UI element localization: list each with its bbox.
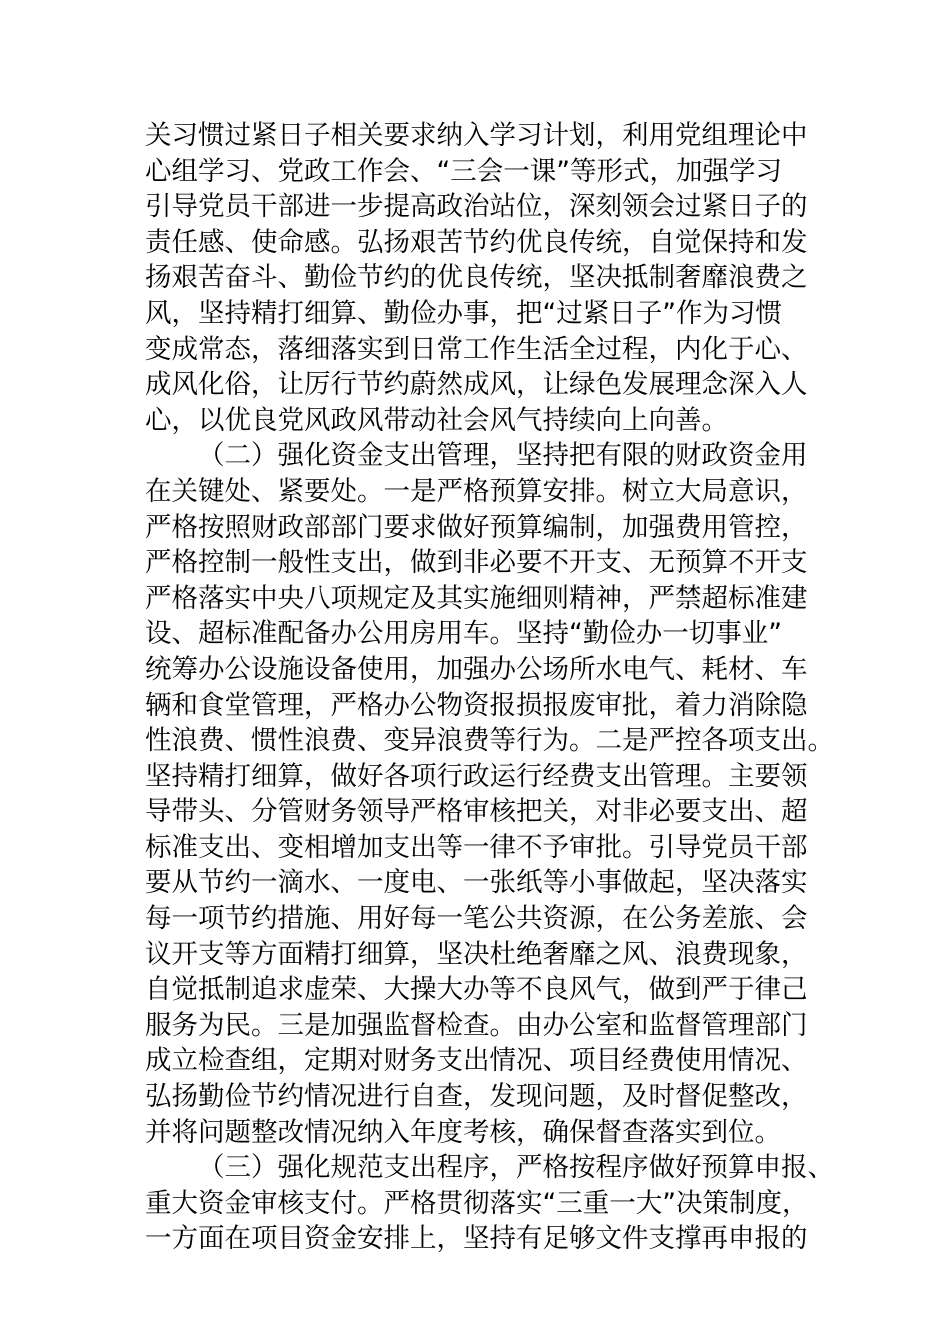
text-line: 辆和食堂管理，严格办公物资报损报废审批，着力消除隐 [145,689,808,721]
paragraph-first-line: （二）强化资金支出管理，坚持把有限的财政资金用 [198,440,808,472]
text-line: 责任感、使命感。弘扬艰苦节约优良传统，自觉保持和发 [145,226,808,258]
text-line: 弘扬勤俭节约情况进行自查，发现问题，及时督促整改， [145,1081,808,1113]
text-line: 性浪费、惯性浪费、变异浪费等行为。二是严控各项支出。 [145,725,834,757]
text-line: 成立检查组，定期对财务支出情况、项目经费使用情况、 [145,1045,808,1077]
text-line: 严格按照财政部部门要求做好预算编制，加强费用管控， [145,511,808,543]
text-line: 严格落实中央八项规定及其实施细则精神，严禁超标准建 [145,582,808,614]
text-line: 坚持精打细算，做好各项行政运行经费支出管理。主要领 [145,760,808,792]
text-line: 服务为民。三是加强监督检查。由办公室和监督管理部门 [145,1009,808,1041]
text-line: 风，坚持精打细算、勤俭办事，把“过紧日子”作为习惯 [145,297,782,329]
text-line: 议开支等方面精打细算，坚决杜绝奢靡之风、浪费现象， [145,938,808,970]
text-line: 关习惯过紧日子相关要求纳入学习计划，利用党组理论中 [145,120,808,151]
document-body [145,118,835,1257]
text-line: 变成常态，落细落实到日常工作生活全过程，内化于心、 [145,333,808,365]
text-line: 自觉抵制追求虚荣、大操大办等不良风气，做到严于律己 [145,974,808,1006]
text-line: 心组学习、党政工作会、“三会一课”等形式，加强学习 [145,155,782,187]
text-line: 扬艰苦奋斗、勤俭节约的优良传统，坚决抵制奢靡浪费之 [145,262,808,294]
text-line: 重大资金审核支付。严格贯彻落实“三重一大”决策制度， [145,1187,809,1219]
text-line: 设、超标准配备办公用房用车。坚持“勤俭办一切事业” [145,618,782,650]
text-line: 在关键处、紧要处。一是严格预算安排。树立大局意识， [145,475,808,507]
text-line: 并将问题整改情况纳入年度考核，确保督查落实到位。 [145,1116,781,1148]
paragraph-first-line: （三）强化规范支出程序，严格按程序做好预算申报、 [198,1152,834,1184]
text-line: 成风化俗，让厉行节约蔚然成风，让绿色发展理念深入人 [145,369,808,401]
text-line: 一方面在项目资金安排上，坚持有足够文件支撑再申报的 [145,1223,808,1255]
text-line: 每一项节约措施、用好每一笔公共资源，在公务差旅、会 [145,903,808,935]
text-line: 标准支出、变相增加支出等一律不予审批。引导党员干部 [145,831,808,863]
text-line: 统筹办公设施设备使用，加强办公场所水电气、耗材、车 [145,653,808,685]
text-line: 严格控制一般性支出，做到非必要不开支、无预算不开支 [145,547,808,579]
text-line: 引导党员干部进一步提高政治站位，深刻领会过紧日子的 [145,191,808,223]
text-line: 心，以优良党风政风带动社会风气持续向上向善。 [145,404,728,436]
text-line: 导带头、分管财务领导严格审核把关，对非必要支出、超 [145,796,808,828]
text-line: 要从节约一滴水、一度电、一张纸等小事做起，坚决落实 [145,867,808,899]
